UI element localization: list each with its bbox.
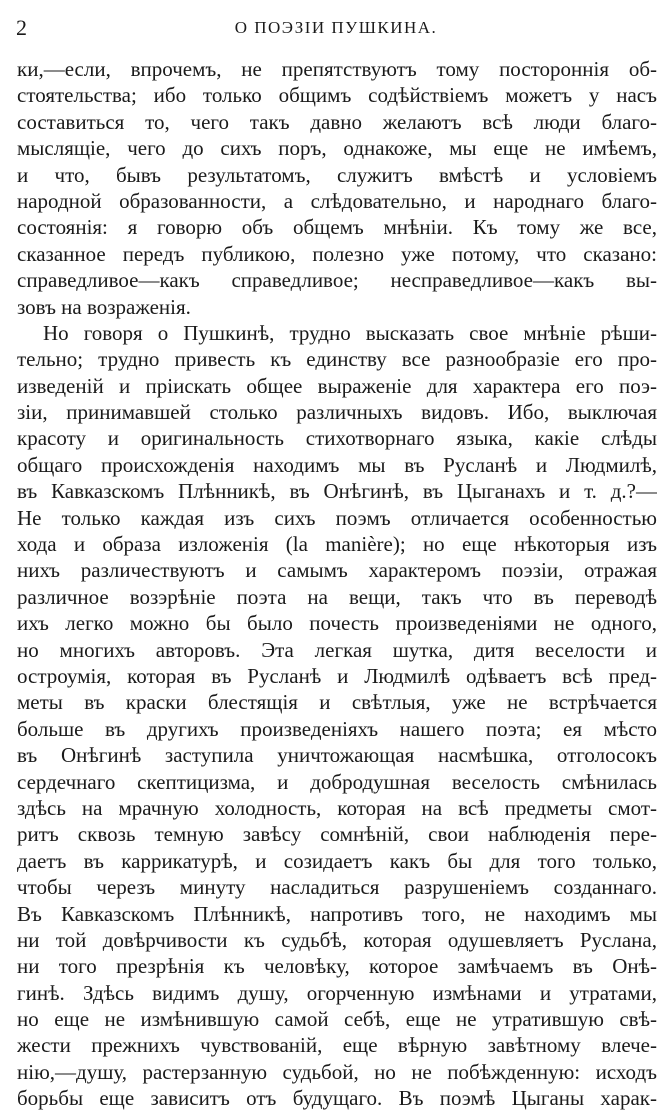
running-title: О ПОЭЗІИ ПУШКИНА.: [234, 18, 438, 37]
text-line: но еще не измѣнившую самой себѣ, еще не утратившую свѣ-: [17, 1007, 657, 1032]
text-line: изведеній и пріискать общее выраженіе для характера его поэ-: [17, 373, 657, 398]
page-number: 2: [16, 15, 27, 40]
paragraph-end-line: зовъ на возраженія.: [17, 294, 191, 319]
text-line: Въ Кавказскомъ Плѣнникѣ, напротивъ того, не находимъ мы: [17, 901, 657, 926]
text-line: въ Онѣгинѣ заступила уничтожающая насмѣшка, отголосокъ: [17, 743, 657, 768]
text-line: мыслящіе, чего до сихъ поръ, однакоже, мы еще не имѣемъ,: [17, 136, 657, 161]
text-line: общаго происхожденія находимъ мы въ Русланѣ и Людмилѣ,: [17, 452, 657, 477]
text-line: здѣсь на мрачную холодность, которая на всѣ предметы смот-: [17, 795, 657, 820]
text-line: тельно; трудно привесть къ единству все разнообразіе его про-: [17, 347, 657, 372]
text-line: хода и образа изложенія (la manière); но еще нѣкоторыя изъ: [17, 532, 657, 557]
text-line: ни того презрѣнія къ человѣку, которое замѣчаемъ въ Онѣ-: [17, 954, 657, 979]
text-line: даетъ въ каррикатурѣ, и созидаетъ какъ бы для того только,: [17, 848, 657, 873]
text-line: чтобы черезъ минуту насладиться разрушеніемъ созданнаго.: [17, 875, 657, 900]
text-line: составиться то, чего такъ давно желаютъ всѣ люди благо-: [17, 109, 657, 134]
text-line: красоту и оригинальность стихотворнаго языка, какіе слѣды: [17, 426, 657, 451]
body-text: [17, 56, 657, 1112]
text-line: ихъ легко можно бы было почесть произведеніями не одного,: [17, 611, 657, 636]
text-line: стоятельства; ибо только общимъ содѣйствіемъ можетъ у насъ: [17, 83, 657, 108]
text-line: ки,—если, впрочемъ, не препятствуютъ тому постороннія об-: [17, 57, 657, 81]
text-line: больше въ другихъ произведеніяхъ нашего поэта; ея мѣсто: [17, 716, 657, 741]
text-line: сердечнаго скептицизма, и добродушная веселость смѣнилась: [17, 769, 657, 794]
text-line: сказанное передъ публикою, полезно уже потому, что сказано:: [17, 241, 657, 266]
text-line: жести прежнихъ чувствованій, еще вѣрную завѣтному влече-: [17, 1033, 657, 1058]
text-line: борьбы еще зависитъ отъ будущаго. Въ поэмѣ Цыганы харак-: [17, 1086, 657, 1111]
text-line: но многихъ авторовъ. Эта легкая шутка, дитя веселости и: [17, 637, 657, 662]
text-line: ни той довѣрчивости къ судьбѣ, которая одушевляетъ Руслана,: [17, 927, 657, 952]
text-line: меты въ краски блестящія и свѣтлыя, уже не встрѣчается: [17, 690, 657, 715]
text-line: ритъ сквозь темную завѣсу сомнѣній, свои наблюденія пере-: [17, 822, 657, 847]
paragraph-start-line: Но говоря о Пушкинѣ, трудно высказать свое мнѣніе рѣши-: [43, 320, 657, 345]
text-line: въ Кавказскомъ Плѣнникѣ, въ Онѣгинѣ, въ Цыганахъ и т. д.?—: [17, 479, 657, 504]
text-line: гинѣ. Здѣсь видимъ душу, огорченную измѣнами и утратами,: [17, 980, 657, 1005]
text-line: нію,—душу, растерзанную судьбой, но не побѣжденную: исходъ: [17, 1059, 657, 1084]
text-line: и что, бывъ результатомъ, служитъ вмѣстѣ и условіемъ: [17, 162, 657, 187]
text-line: справедливое—какъ справедливое; несправедливое—какъ вы-: [17, 268, 657, 293]
text-line: Не только каждая изъ сихъ поэмъ отличается особенностью: [17, 505, 657, 530]
text-line: различное возэрѣніе поэта на вещи, такъ что въ переводѣ: [17, 584, 657, 609]
text-line: состоянія: я говорю объ общемъ мнѣніи. Къ тому же все,: [17, 215, 657, 240]
page-header: [16, 14, 656, 42]
text-line: нихъ различествуютъ и самымъ характеромъ поэзіи, отражая: [17, 558, 657, 583]
text-line: народной образованности, а слѣдовательно, и народнаго благо-: [17, 188, 657, 213]
text-line: остроумія, которая въ Русланѣ и Людмилѣ одѣваетъ всѣ пред-: [17, 663, 657, 688]
text-line: зіи, принимавшей столько различныхъ видовъ. Ибо, выключая: [17, 400, 657, 425]
